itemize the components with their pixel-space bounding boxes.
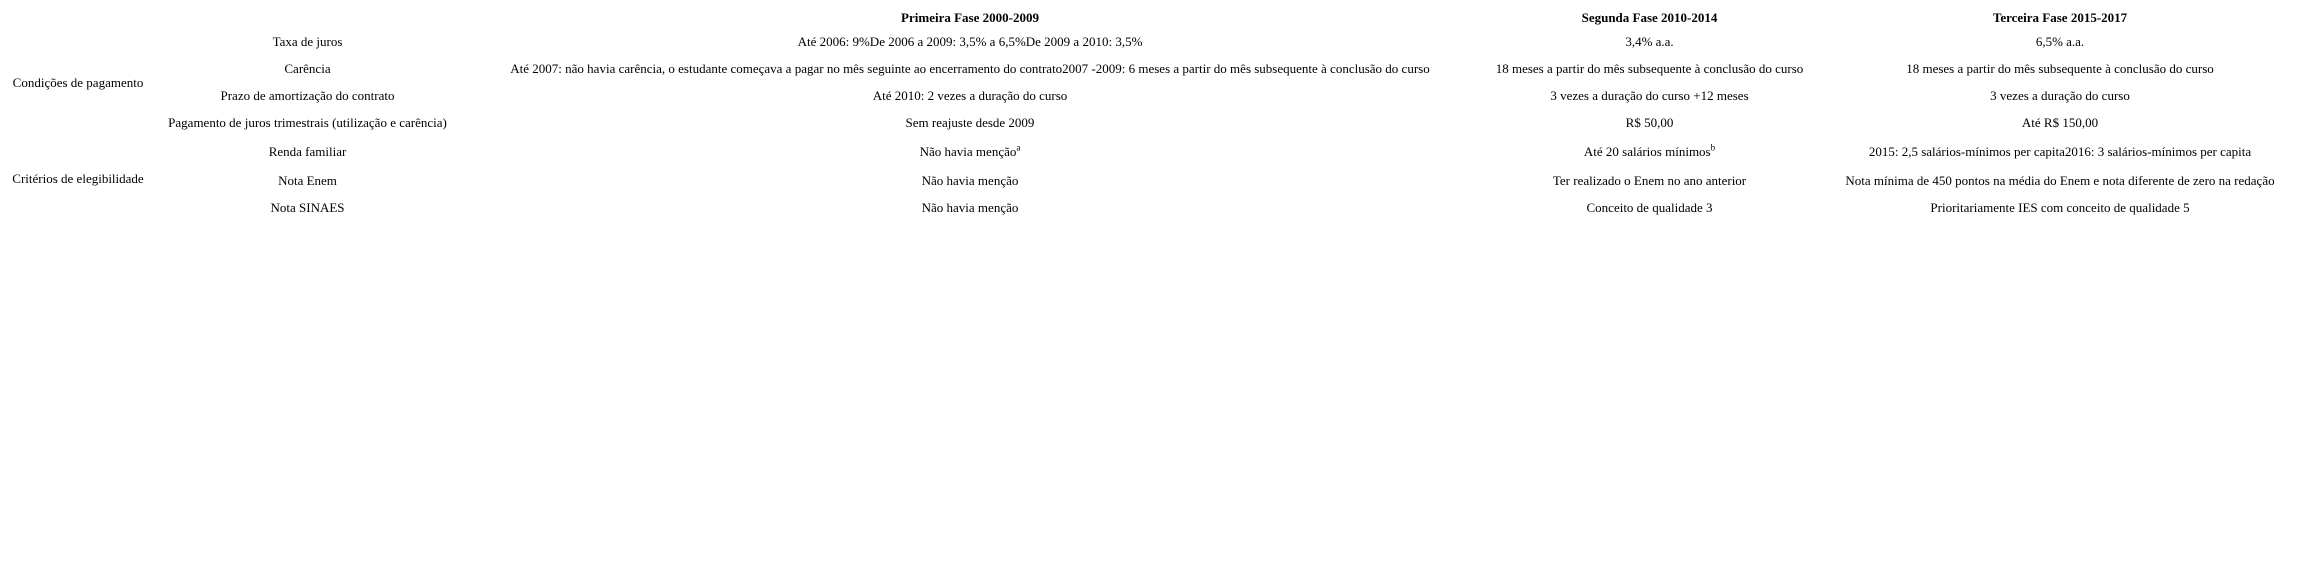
cell-renda-phase-2 (1481, 136, 1818, 167)
cell-renda-phase-2-text: Até 20 salários mínimos (1583, 144, 1711, 159)
cell-juros-trimestrais-phase-1: Sem reajuste desde 2009 (905, 115, 1035, 130)
comparison-table (0, 7, 2302, 221)
table-row-sinaes (0, 194, 2302, 221)
row-label-renda: Renda familiar (268, 144, 347, 159)
cell-carencia-phase-2: 18 meses a partir do mês subsequente à conclusão do curso (1495, 61, 1804, 76)
row-label-juros-trimestrais: Pagamento de juros trimestrais (utilização e carência) (168, 115, 447, 130)
cell-carencia-phase-3: 18 meses a partir do mês subsequente à conclusão do curso (1906, 61, 2214, 76)
header-corner-group (0, 7, 156, 28)
table-row-prazo (0, 82, 2302, 109)
row-label-taxa: Taxa de juros (272, 34, 343, 49)
cell-enem-phase-1: Não havia menção (921, 173, 1019, 188)
cell-juros-trimestrais-phase-3: Até R$ 150,00 (2021, 115, 2099, 130)
cell-taxa-phase-1: Até 2006: 9%De 2006 a 2009: 3,5% a 6,5%De 2009 a 2010: 3,5% (797, 34, 1143, 49)
cell-renda-phase-1 (459, 136, 1481, 167)
cell-sinaes-phase-1: Não havia menção (921, 200, 1019, 215)
cell-sinaes-phase-3: Prioritariamente IES com conceito de qualidade 5 (1930, 200, 2190, 215)
header-phase-3: Terceira Fase 2015-2017 (1992, 10, 2128, 25)
table-row-taxa (0, 28, 2302, 55)
footnote-marker-a: a (1016, 142, 1021, 153)
group-label-pagamento: Condições de pagamento (12, 74, 144, 90)
cell-renda-phase-3: 2015: 2,5 salários-mínimos per capita2016: 3 salários-mínimos per capita (1868, 144, 2252, 159)
cell-sinaes-phase-2: Conceito de qualidade 3 (1586, 200, 1713, 215)
cell-juros-trimestrais-phase-2: R$ 50,00 (1625, 115, 1674, 130)
header-phase-2: Segunda Fase 2010-2014 (1581, 10, 1718, 25)
table-row-carencia (0, 55, 2302, 82)
cell-enem-phase-3: Nota mínima de 450 pontos na média do Enem e nota diferente de zero na redação (1845, 173, 2275, 188)
table-row-juros-trimestrais (0, 109, 2302, 136)
header-corner-label (156, 7, 459, 28)
row-label-carencia: Carência (284, 61, 331, 76)
cell-carencia-phase-1: Até 2007: não havia carência, o estudante começava a pagar no mês seguinte ao encerramento do contrato2007 -2009: 6 meses a partir do mês subsequente à conclusão do curso (510, 61, 1430, 76)
cell-prazo-phase-1: Até 2010: 2 vezes a duração do curso (872, 88, 1068, 103)
cell-prazo-phase-3: 3 vezes a duração do curso (1990, 88, 2130, 103)
header-phase-1: Primeira Fase 2000-2009 (901, 10, 1039, 25)
footnote-marker-b: b (1710, 142, 1716, 153)
cell-renda-phase-1-text: Não havia menção (919, 144, 1017, 159)
row-label-enem: Nota Enem (278, 173, 337, 188)
table-row-enem (0, 167, 2302, 194)
row-label-sinaes: Nota SINAES (270, 200, 345, 215)
table-header-row (0, 7, 2302, 28)
cell-enem-phase-2: Ter realizado o Enem no ano anterior (1552, 173, 1747, 188)
group-label-elegibilidade: Critérios de elegibilidade (12, 171, 144, 186)
row-label-prazo: Prazo de amortização do contrato (220, 88, 395, 103)
cell-prazo-phase-2: 3 vezes a duração do curso +12 meses (1550, 88, 1749, 103)
table-row-renda (0, 136, 2302, 167)
cell-taxa-phase-2: 3,4% a.a. (1625, 34, 1674, 49)
cell-taxa-phase-3: 6,5% a.a. (2035, 34, 2085, 49)
